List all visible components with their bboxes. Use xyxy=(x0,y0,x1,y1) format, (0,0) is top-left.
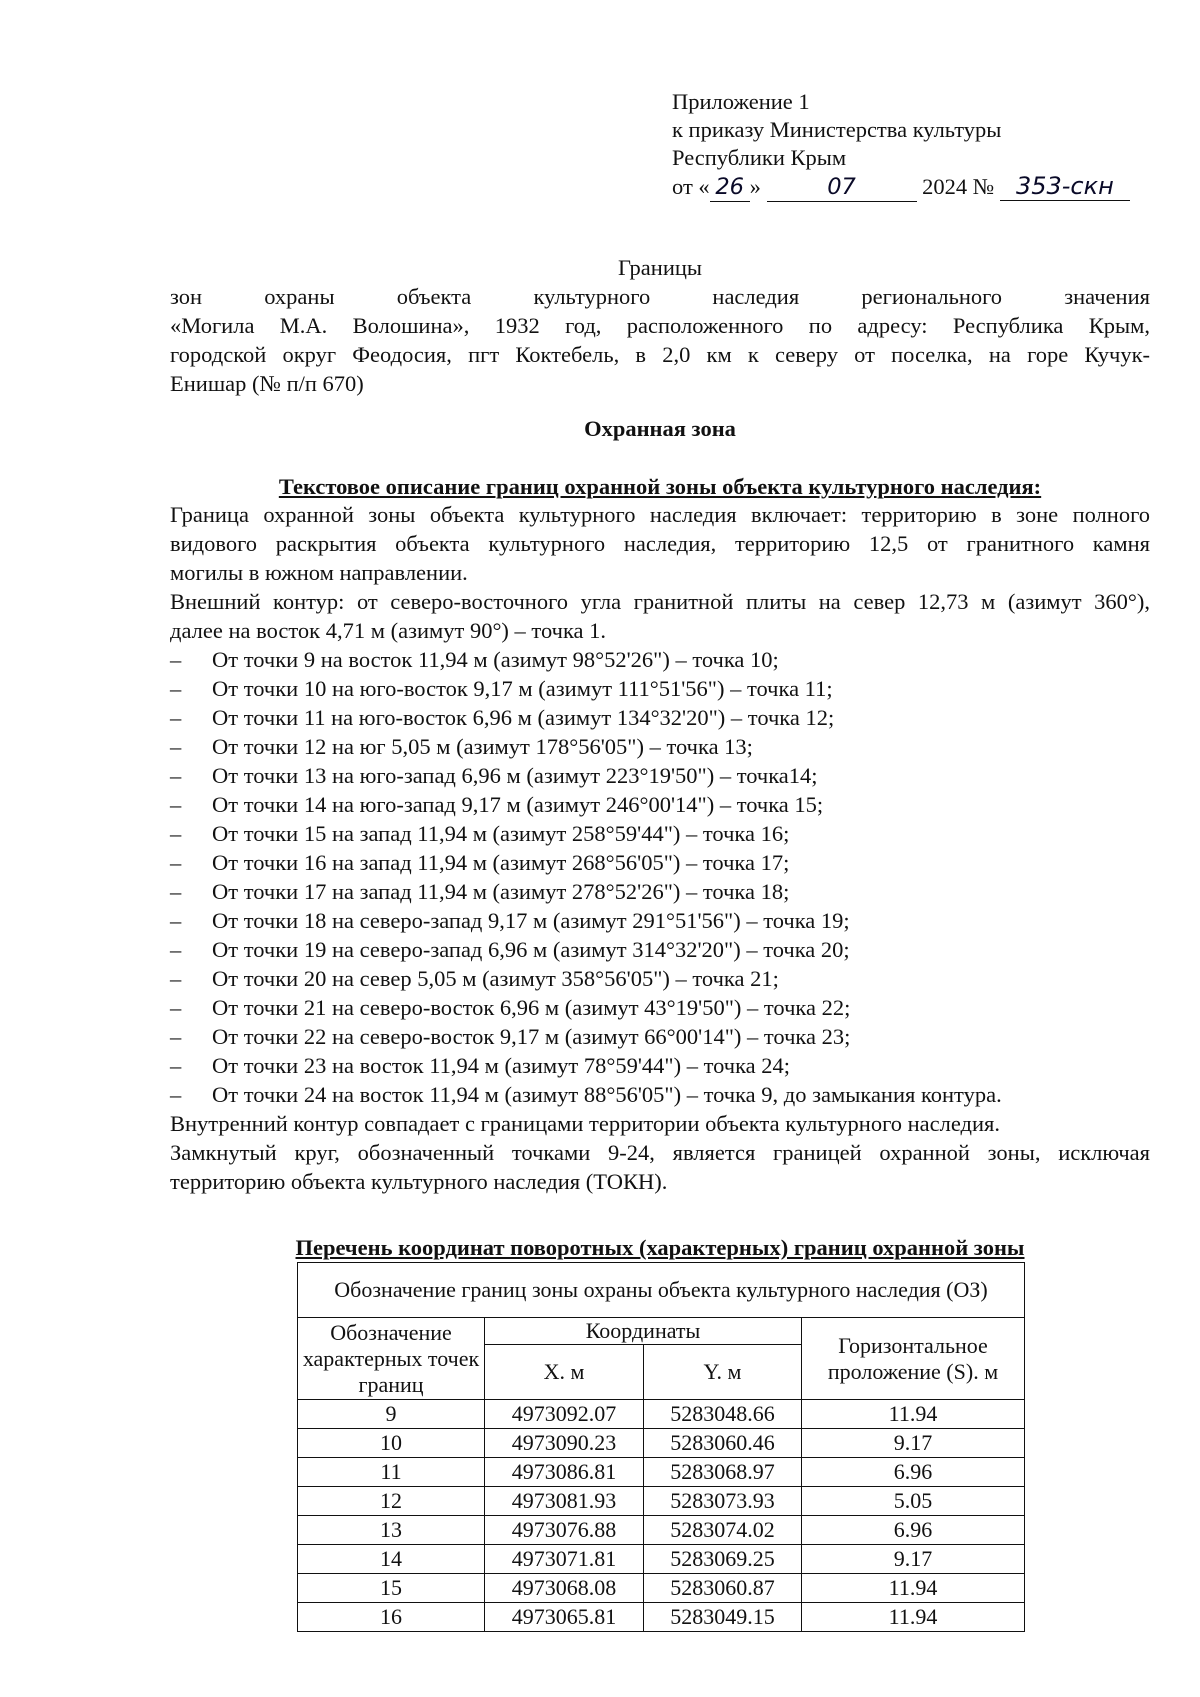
para-line: Граница охранной зоны объекта культурного наследия включает: территорию в зоне полного xyxy=(170,502,1150,527)
dash-marker: – xyxy=(170,1082,182,1107)
list-item-text: От точки 19 на северо-запад 6,96 м (азимут 314°32'20") – точка 20; xyxy=(212,937,850,962)
appendix-block xyxy=(672,88,1142,200)
cell-s: 11.94 xyxy=(802,1603,1025,1632)
cell-s: 11.94 xyxy=(802,1400,1025,1429)
dash-marker: – xyxy=(170,705,182,730)
list-item-text: От точки 21 на северо-восток 6,96 м (азимут 43°19'50") – точка 22; xyxy=(212,995,851,1020)
list-item xyxy=(170,1022,1150,1051)
coordinates-list-heading: Перечень координат поворотных (характерных) границ охранной зоны xyxy=(295,1235,1025,1260)
dash-marker: – xyxy=(170,937,182,962)
list-item xyxy=(170,848,1150,877)
list-item-text: От точки 10 на юго-восток 9,17 м (азимут 111°51'56") – точка 11; xyxy=(212,676,833,701)
list-item-text: От точки 20 на север 5,05 м (азимут 358°56'05") – точка 21; xyxy=(212,966,779,991)
header-coordinates: Координаты xyxy=(485,1318,802,1345)
cell-x: 4973086.81 xyxy=(485,1458,644,1487)
table-row xyxy=(298,1429,1025,1458)
cell-s: 9.17 xyxy=(802,1429,1025,1458)
cell-point: 16 xyxy=(298,1603,485,1632)
closed-circle-line: Замкнутый круг, обозначенный точками 9-24, является границей охранной зоны, исключая xyxy=(170,1140,1150,1165)
list-item xyxy=(170,703,1150,732)
list-item-text: От точки 18 на северо-запад 9,17 м (азимут 291°51'56") – точка 19; xyxy=(212,908,850,933)
cell-y: 5283060.87 xyxy=(644,1574,802,1603)
cell-y: 5283049.15 xyxy=(644,1603,802,1632)
cell-point: 13 xyxy=(298,1516,485,1545)
dash-marker: – xyxy=(170,821,182,846)
cell-point: 9 xyxy=(298,1400,485,1429)
list-item xyxy=(170,732,1150,761)
dash-marker: – xyxy=(170,995,182,1020)
date-prefix: от « xyxy=(672,174,710,199)
cell-y: 5283068.97 xyxy=(644,1458,802,1487)
cell-y: 5283069.25 xyxy=(644,1545,802,1574)
cell-point: 14 xyxy=(298,1545,485,1574)
boundary-description xyxy=(170,500,1150,1196)
outer-contour-line: далее на восток 4,71 м (азимут 90°) – точка 1. xyxy=(170,618,607,643)
date-day: 26 xyxy=(710,173,750,202)
date-year: 2024 № xyxy=(922,174,995,199)
table-row xyxy=(298,1545,1025,1574)
cell-point: 11 xyxy=(298,1458,485,1487)
outer-contour-line: Внешний контур: от северо-восточного угла гранитной плиты на север 12,73 м (азимут 360°), xyxy=(170,589,1150,614)
cell-s: 9.17 xyxy=(802,1545,1025,1574)
list-item xyxy=(170,964,1150,993)
list-item xyxy=(170,993,1150,1022)
header-horizontal-distance: Горизонтальное проложение (S). м xyxy=(802,1318,1025,1400)
coordinates-table xyxy=(297,1262,1025,1632)
dash-marker: – xyxy=(170,879,182,904)
closed-circle-line: территорию объекта культурного наследия (ТОКН). xyxy=(170,1169,668,1194)
order-number: 353-скн xyxy=(1000,172,1130,201)
dash-marker: – xyxy=(170,966,182,991)
list-item-text: От точки 17 на запад 11,94 м (азимут 278°52'26") – точка 18; xyxy=(212,879,790,904)
table-row xyxy=(298,1458,1025,1487)
dash-marker: – xyxy=(170,792,182,817)
table-row xyxy=(298,1603,1025,1632)
cell-y: 5283073.93 xyxy=(644,1487,802,1516)
para-line: могилы в южном направлении. xyxy=(170,560,468,585)
list-item-text: От точки 23 на восток 11,94 м (азимут 78°59'44") – точка 24; xyxy=(212,1053,791,1078)
para-line: видового раскрытия объекта культурного наследия, территорию 12,5 от гранитного камня xyxy=(170,531,1150,556)
cell-s: 6.96 xyxy=(802,1458,1025,1487)
dash-marker: – xyxy=(170,1024,182,1049)
list-item xyxy=(170,674,1150,703)
list-item xyxy=(170,819,1150,848)
cell-point: 12 xyxy=(298,1487,485,1516)
cell-x: 4973071.81 xyxy=(485,1545,644,1574)
dash-marker: – xyxy=(170,647,182,672)
cell-s: 6.96 xyxy=(802,1516,1025,1545)
list-item xyxy=(170,1051,1150,1080)
cell-x: 4973090.23 xyxy=(485,1429,644,1458)
list-item-text: От точки 22 на северо-восток 9,17 м (азимут 66°00'14") – точка 23; xyxy=(212,1024,851,1049)
appendix-line-3: Республики Крым xyxy=(672,145,847,170)
header-points: Обозначение характерных точек границ xyxy=(298,1318,485,1400)
dash-marker: – xyxy=(170,850,182,875)
list-item xyxy=(170,645,1150,674)
dash-marker: – xyxy=(170,763,182,788)
date-month: 07 xyxy=(767,173,917,202)
list-item-text: От точки 12 на юг 5,05 м (азимут 178°56'05") – точка 13; xyxy=(212,734,753,759)
inner-contour-line: Внутренний контур совпадает с границами территории объекта культурного наследия. xyxy=(170,1111,1001,1136)
appendix-line-1: Приложение 1 xyxy=(672,89,810,114)
cell-point: 10 xyxy=(298,1429,485,1458)
dash-marker: – xyxy=(170,734,182,759)
title-line: Енишар (№ п/п 670) xyxy=(170,371,364,396)
list-item xyxy=(170,790,1150,819)
title-line: «Могила М.А. Волошина», 1932 год, расположенного по адресу: Республика Крым, xyxy=(170,313,1150,338)
cell-point: 15 xyxy=(298,1574,485,1603)
appendix-date-line xyxy=(672,172,1142,200)
cell-s: 11.94 xyxy=(802,1574,1025,1603)
list-item-text: От точки 15 на запад 11,94 м (азимут 258°59'44") – точка 16; xyxy=(212,821,790,846)
text-description-heading: Текстовое описание границ охранной зоны объекта культурного наследия: xyxy=(278,474,1042,499)
cell-x: 4973065.81 xyxy=(485,1603,644,1632)
list-item-text: От точки 16 на запад 11,94 м (азимут 268°56'05") – точка 17; xyxy=(212,850,790,875)
title-line: городской округ Феодосия, пгт Коктебель, в 2,0 км к северу от поселка, на горе Кучук- xyxy=(170,342,1150,367)
header-x: X. м xyxy=(485,1345,644,1400)
cell-x: 4973068.08 xyxy=(485,1574,644,1603)
cell-y: 5283048.66 xyxy=(644,1400,802,1429)
cell-s: 5.05 xyxy=(802,1487,1025,1516)
title-description xyxy=(170,282,1150,398)
dash-marker: – xyxy=(170,908,182,933)
header-y: Y. м xyxy=(644,1345,802,1400)
list-item xyxy=(170,906,1150,935)
table-row xyxy=(298,1516,1025,1545)
table-row xyxy=(298,1574,1025,1603)
list-item xyxy=(170,761,1150,790)
list-item-text: От точки 14 на юго-запад 9,17 м (азимут 246°00'14") – точка 15; xyxy=(212,792,824,817)
list-item xyxy=(170,877,1150,906)
date-mid: » xyxy=(749,174,761,199)
title-line: зон охраны объекта культурного наследия регионального значения xyxy=(170,284,1150,309)
cell-x: 4973092.07 xyxy=(485,1400,644,1429)
zone-heading: Охранная зона xyxy=(584,416,736,441)
dash-marker: – xyxy=(170,676,182,701)
list-item xyxy=(170,1080,1150,1109)
appendix-line-2: к приказу Министерства культуры xyxy=(672,117,1002,142)
table-row xyxy=(298,1400,1025,1429)
cell-x: 4973081.93 xyxy=(485,1487,644,1516)
table-row xyxy=(298,1487,1025,1516)
table-header-row xyxy=(298,1318,1025,1345)
list-item-text: От точки 24 на восток 11,94 м (азимут 88°56'05") – точка 9, до замыкания контура. xyxy=(212,1082,1002,1107)
table-caption: Обозначение границ зоны охраны объекта культурного наследия (ОЗ) xyxy=(298,1263,1025,1318)
list-item xyxy=(170,935,1150,964)
document-title: Границы xyxy=(617,255,703,280)
dash-marker: – xyxy=(170,1053,182,1078)
list-item-text: От точки 9 на восток 11,94 м (азимут 98°52'26") – точка 10; xyxy=(212,647,779,672)
table-caption-row xyxy=(298,1263,1025,1318)
list-item-text: От точки 13 на юго-запад 6,96 м (азимут 223°19'50") – точка14; xyxy=(212,763,818,788)
cell-x: 4973076.88 xyxy=(485,1516,644,1545)
cell-y: 5283060.46 xyxy=(644,1429,802,1458)
list-item-text: От точки 11 на юго-восток 6,96 м (азимут 134°32'20") – точка 12; xyxy=(212,705,835,730)
cell-y: 5283074.02 xyxy=(644,1516,802,1545)
